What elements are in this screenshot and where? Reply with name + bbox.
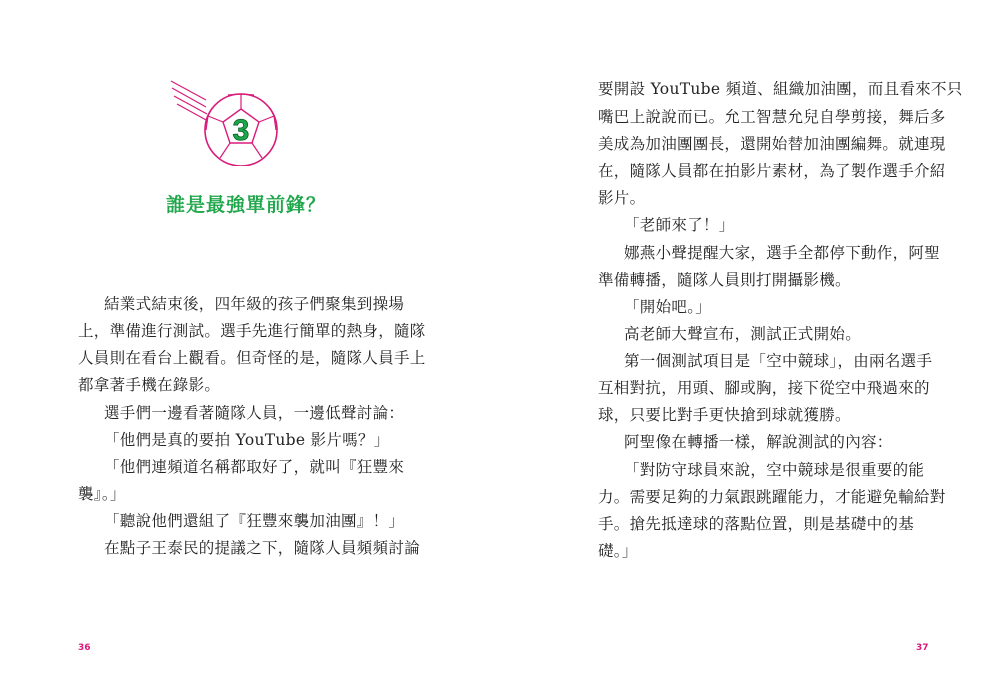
body-line: 手。搶先抵達球的落點位置，則是基礎中的基 <box>598 515 915 533</box>
body-line: 「老師來了！」 <box>624 216 735 234</box>
body-line: 球，只要比對手更快搶到球就獲勝。 <box>598 406 851 424</box>
page-number: 36 <box>78 643 91 653</box>
page-number: 37 <box>916 643 929 653</box>
body-line: 嘴巴上說說而已。允工智慧允兒自學剪接，舞后多 <box>598 108 946 126</box>
body-line: 互相對抗，用頭、腳或胸，接下從空中飛過來的 <box>598 379 930 397</box>
body-line: 影片。 <box>598 189 646 207</box>
body-line: 第一個測試項目是「空中競球」，由兩名選手 <box>624 352 933 370</box>
chapter-number: 3 <box>232 114 250 147</box>
body-line: 在，隨隊人員都在拍影片素材，為了製作選手介紹 <box>598 162 946 180</box>
body-line: 人員則在看台上觀看。但奇怪的是，隨隊人員手上 <box>78 349 426 367</box>
body-line: 準備轉播，隨隊人員則打開攝影機。 <box>598 271 851 289</box>
body-line: 阿聖像在轉播一樣，解說測試的內容： <box>624 433 893 451</box>
body-line: 「聽說他們還組了『狂豐來襲加油團』！」 <box>104 512 405 530</box>
body-line: 結業式結束後，四年級的孩子們聚集到操場 <box>104 295 405 313</box>
right-page <box>500 0 1000 693</box>
body-line: 礎。」 <box>598 542 638 560</box>
body-line: 在點子王泰民的提議之下，隨隊人員頻頻討論 <box>104 539 421 557</box>
body-line: 「他們是真的要拍 YouTube 影片嗎？」 <box>104 431 390 449</box>
body-line: 「他們連頻道名稱都取好了，就叫『狂豐來 <box>104 458 405 476</box>
chapter-title: 誰是最強單前鋒？ <box>166 194 327 216</box>
body-line: 高老師大聲宣布，測試正式開始。 <box>624 325 862 343</box>
body-line: 上，準備進行測試。選手先進行簡單的熱身，隨隊 <box>78 322 426 340</box>
body-line: 襲』。」 <box>78 485 126 503</box>
body-line: 都拿著手機在錄影。 <box>78 376 221 394</box>
body-line: 娜燕小聲提醒大家，選手全都停下動作，阿聖 <box>624 244 941 262</box>
body-line: 力。需要足夠的力氣跟跳躍能力，才能避免輸給對 <box>598 488 946 506</box>
body-line: 要開設 YouTube 頻道、組織加油團，而且看來不只 <box>598 80 963 98</box>
soccer-ball-icon <box>166 76 286 166</box>
body-line: 「對防守球員來說，空中競球是很重要的能 <box>624 461 925 479</box>
body-line: 美成為加油團團長，還開始替加油團編舞。就連現 <box>598 135 946 153</box>
body-line: 「開始吧。」 <box>624 298 712 316</box>
body-line: 選手們一邊看著隨隊人員，一邊低聲討論： <box>104 404 405 422</box>
